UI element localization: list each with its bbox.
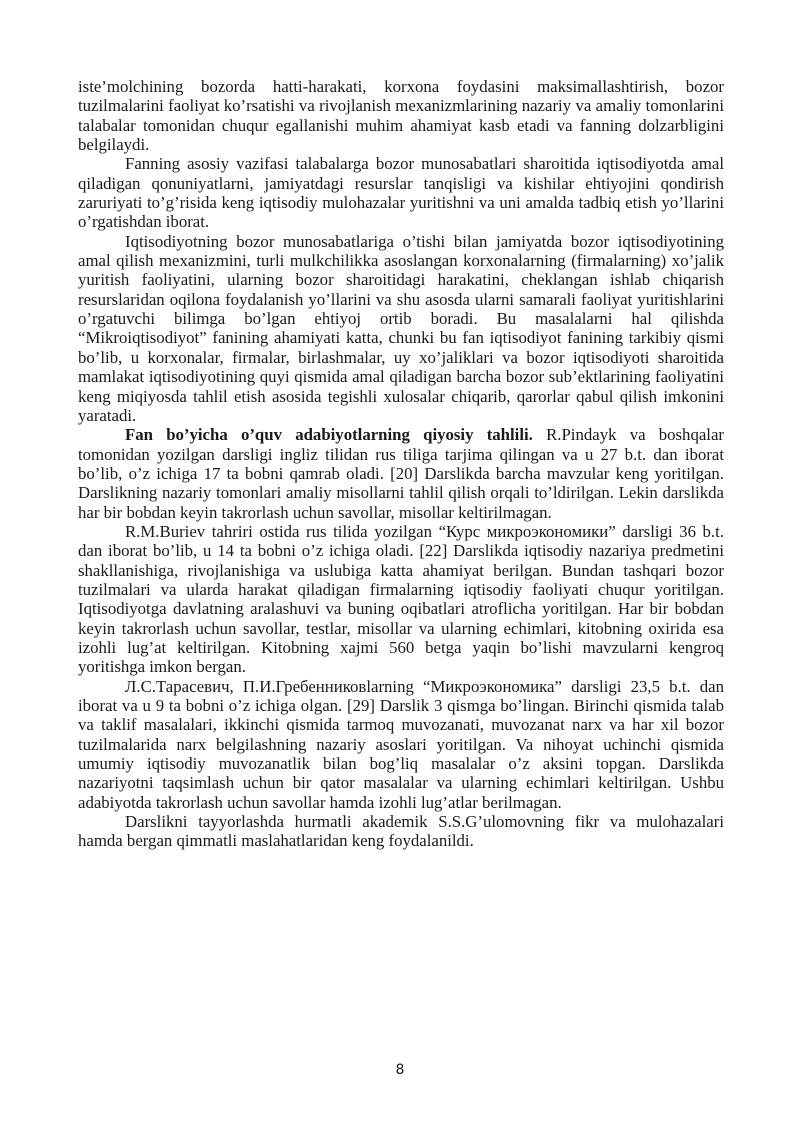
paragraph-2 bbox=[78, 154, 724, 231]
paragraph-1 bbox=[78, 77, 724, 154]
paragraph-text: R.M.Buriev tahriri ostida rus tilida yozilgan “Курс микроэкономики” darsligi 36 b.t. dan iborat bo’lib, u 14 ta bobni o’z ichiga oladi. [22] Darslikda iqtisodiy nazariya predmetini shakllanishiga, rivojlanishiga va uslubiga katta ahamiyat berilgan. Bundan tashqari bozor tuzilmalari va ularda harakat qiladigan firmalarning iqtisodiy faoliyati chuqur yoritilgan. Iqtisodiyotga davlatning aralashuvi va buning oqibatlari atroflicha yoritilgan. Har bir bobdan keyin takrorlash uchun savollar, testlar, misollar va ularning echimlari, kitobning oxirida esa izohli lug’at keltirilgan. Kitobning xajmi 560 betga yaqin bo’lishi mavzularni kengroq yoritishga imkon bergan. bbox=[78, 521, 724, 677]
paragraph-7 bbox=[78, 812, 724, 851]
paragraph-6 bbox=[78, 677, 724, 812]
paragraph-4 bbox=[78, 425, 724, 522]
paragraph-text: Darslikni tayyorlashda hurmatli akademik S.S.G’ulomovning fikr va mulohazalari hamda bergan qimmatli maslahatlaridan keng foydalanildi. bbox=[78, 812, 724, 851]
document-page bbox=[78, 77, 724, 851]
section-heading-inline: Fan bo’yicha o’quv adabiyotlarning qiyosiy tahlili. bbox=[125, 425, 533, 445]
paragraph-3 bbox=[78, 232, 724, 425]
paragraph-text: R.Pindayk va boshqalar tomonidan yozilgan darsligi ingliz tilidan rus tiliga tarjima qilingan va u 27 b.t. dan iborat bo’lib, o’z ichiga 17 ta bobni qamrab oladi. [20] Darslikda barcha mavzular keng yoritilgan. Darslikning nazariy tomonlari amaliy misollarni tahlil qilish orqali to’ldirilgan. Lekin darslikda har bir bobdan keyin takrorlash uchun savollar, misollar keltirilmagan. bbox=[78, 425, 724, 522]
paragraph-5 bbox=[78, 522, 724, 677]
page-number: 8 bbox=[395, 1062, 405, 1078]
paragraph-text: Fanning asosiy vazifasi talabalarga bozor munosabatlari sharoitida iqtisodiyotda amal qiladigan qonuniyatlarni, jamiyatdagi resurslar tanqisligi va kishilar ehtiyojini qondirish zaruriyati to’g’risida keng iqtisodiy mulohazalar yuritishni va uni amalda tadbiq etish yo’llarini o’rgatishdan iborat. bbox=[78, 154, 724, 232]
paragraph-text: Л.С.Тарасевич, П.И.Гребенниковlarning “Микроэкономика” darsligi 23,5 b.t. dan iborat va u 9 ta bobni o’z ichiga olgan. [29] Darslik 3 qismga bo’lingan. Birinchi qismida talab va taklif masalalari, ikkinchi qismida tarmoq muvozanati, muvozanat narx va har xil bozor tuzilmalarida narx belgilashning nazariy asoslari yoritilgan. Va nihoyat uchinchi qismida umumiy iqtisodiy muvozanatlik bilan bog’liq masalalar o’z aksini topgan. Darslikda nazariyotni taqsimlash uchun bir qator masalalar va ularning echimlari keltirilgan. Ushbu adabiyotda takrorlash uchun savollar hamda izohli lug’atlar berilmagan. bbox=[78, 676, 724, 812]
paragraph-text: Iqtisodiyotning bozor munosabatlariga o’tishi bilan jamiyatda bozor iqtisodiyotining amal qilish mexanizmini, turli mulkchilikka asoslangan korxonalarning (firmalarning) xo’jalik yuritish faoliyatini, ularning bozor sharoitidagi harakatini, cheklangan ishlab chiqarish resurslaridan oqilona foydalanish yo’llarini va shu asosda ularni samarali faoliyat yuritishlarini o’rgatuvchi bilimga bo’lgan ehtiyoj ortib boradi. Bu masalalarni hal qilishda “Mikroiqtisodiyot” fanining ahamiyati katta, chunki bu fan iqtisodiyot fanining tarkibiy qismi bo’lib, u korxonalar, firmalar, birlashmalar, uy xo’jaliklari va bozor iqtisodiyoti sharoitida mamlakat iqtisodiyotining quyi qismida amal qiladigan barcha bozor sub’ektlarining faoliyatini keng miqiyosda tahlil etish asosida tegishli xulosalar chiqarib, qarorlar qabul qilish imkonini yaratadi. bbox=[78, 231, 724, 425]
paragraph-text: iste’molchining bozorda hatti-harakati, korxona foydasini maksimallashtirish, bozor tuzilmalarini faoliyat ko’rsatishi va rivojlanish mexanizmlarining nazariy va amaliy tomonlarini talabalar tomonidan chuqur egallanishi muhim ahamiyat kasb etadi va fanning dolzarbligini belgilaydi. bbox=[78, 77, 724, 155]
